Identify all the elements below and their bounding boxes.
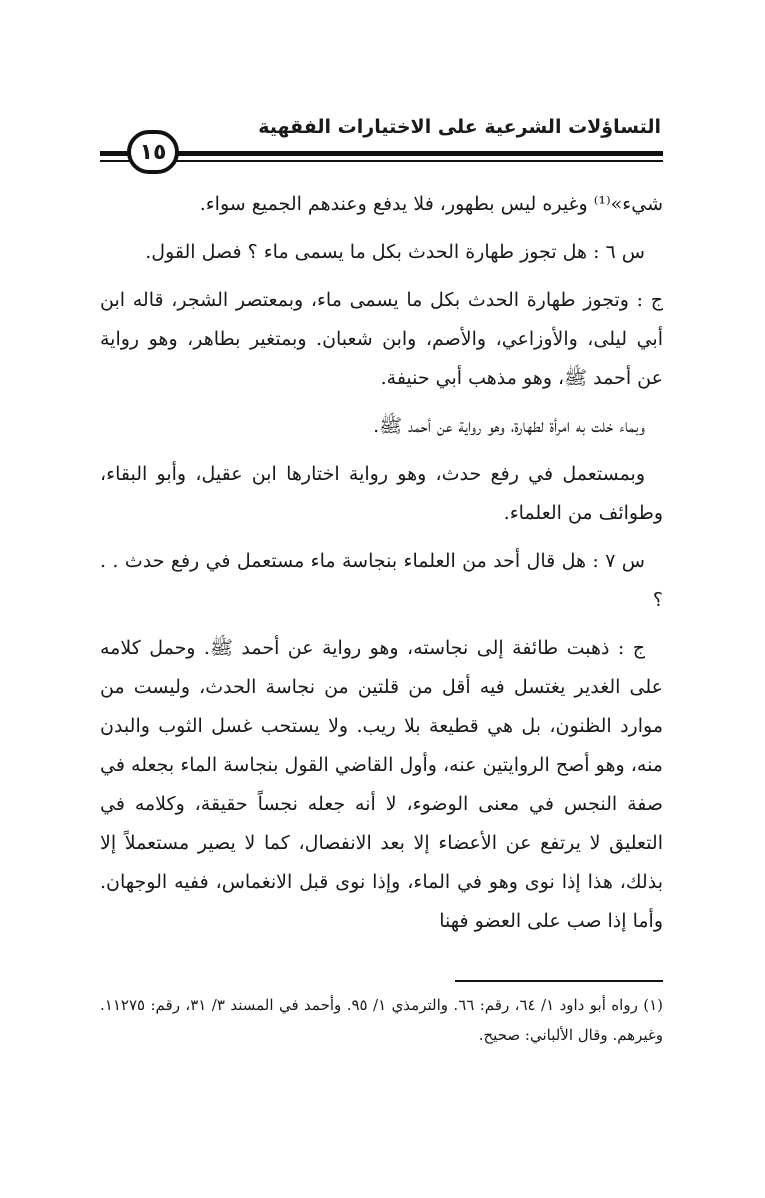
footnote-1: (١) رواه أبو داود ١/ ٦٤، رقم: ٦٦. والترمذي ١/ ٩٥. وأحمد في المسند ٣/ ٣١، رقم: ١١٢٧٥. وغيرهم. وقال الألباني: صحيح. [100,996,664,1044]
footnote-divider [455,980,663,982]
paragraph-4: وبماء خلت به امرأة لطهارة، وهو رواية عن أحمد ﷺ. [373,415,645,437]
question-6: س ٦ : هل تجوز طهارة الحدث بكل ما يسمى ماء ؟ فصل القول. [145,241,645,263]
running-title: التساؤلات الشرعية على الاختيارات الفقهية [258,116,661,138]
question-7: س ٧ : هل قال أحد من العلماء بنجاسة ماء مستعمل في رفع حدث . . ؟ [100,550,663,611]
answer-6: ج : وتجوز طهارة الحدث بكل ما يسمى ماء، وبمعتصر الشجر، قاله ابن أبي ليلى، والأوزاعي، والأصم، وابن شعبان. وبمتغير بطاهر، وهو رواية عن أحمد ﷺ، وهو مذهب أبي حنيفة. [100,289,663,389]
main-text [100,185,663,950]
answer-7: ج : ذهبت طائفة إلى نجاسته، وهو رواية عن أحمد ﷺ. وحمل كلامه على الغدير يغتسل فيه أقل من قلتين من نجاسة الحدث، وليست من موارد الظنون، بل هي قطيعة بلا ريب. ولا يستحب غسل الثوب والبدن منه، وهو أصح الروايتين عنه، وأول القاضي القول بنجاسة الماء بجعله في صفة النجس في معنى الوضوء، لا أنه جعله نجساً حقيقة، وكلامه في التعليق لا يرتفع عن الأعضاء إلا بعد الانفصال، كما لا يصير مستعملاً إلا بذلك، هذا إذا نوى وهو في الماء، وإذا نوى قبل الانغماس، ففيه الوجهان. وأما إذا صب على العضو فهنا [100,637,663,932]
header-rule-thin [100,160,663,162]
footnotes [100,990,663,1050]
paragraph-1: شيء»⁽¹⁾ وغيره ليس بطهور، فلا يدفع وعندهم الجميع سواء. [199,193,663,215]
paragraph-5: وبمستعمل في رفع حدث، وهو رواية اختارها ابن عقيل، وأبو البقاء، وطوائف من العلماء. [100,463,663,524]
page-number: ١٥ [127,130,179,174]
page-header [100,110,663,170]
header-rule-thick [100,151,663,156]
